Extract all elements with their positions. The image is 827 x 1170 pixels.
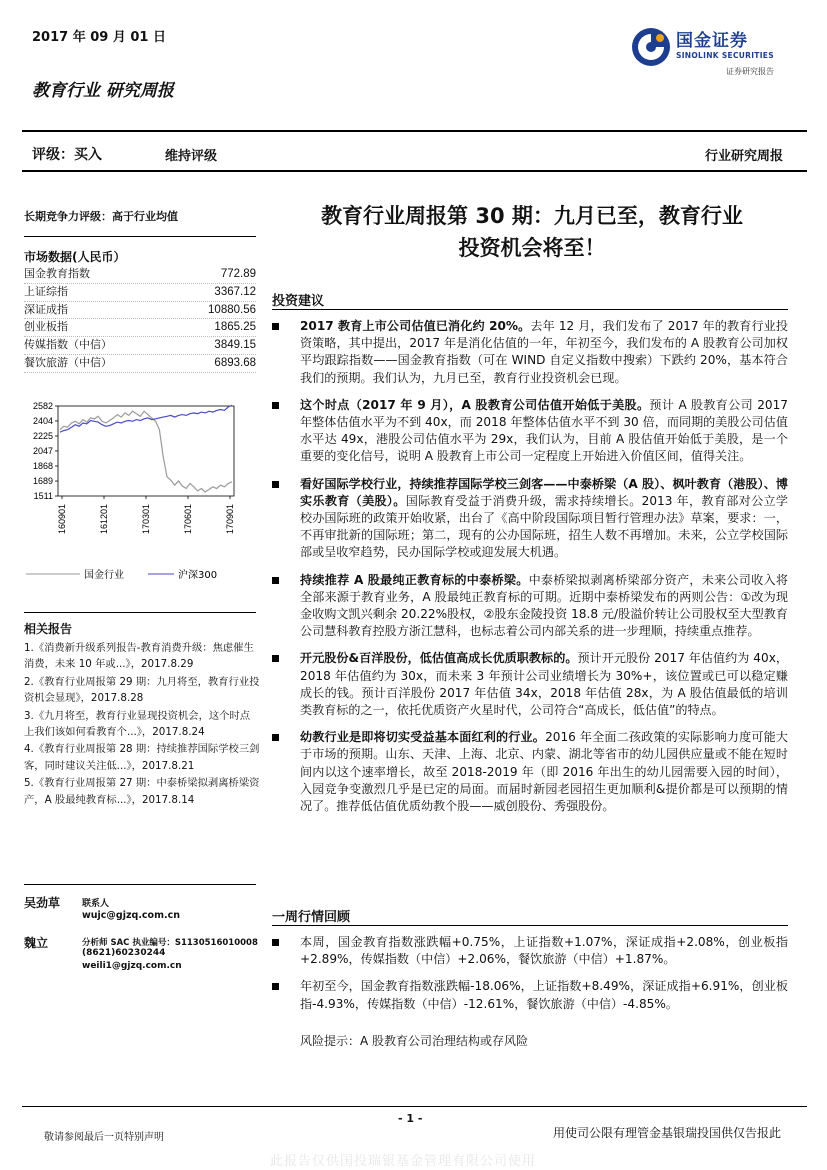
market-label: 餐饮旅游（中信） [24,355,112,369]
market-row [24,355,256,373]
series-line-1 [60,405,232,432]
logo-english-name: SINOLINK SECURITIES [676,51,774,60]
section-divider [272,925,788,926]
advice-headline: 这个时点（2017 年 9 月），A 股教育公司估值开始低于美股。 [300,397,650,412]
y-tick-label: 2047 [32,445,53,456]
footer-notice: 用使司公限有理管金基银瑞投国供仅告报此 [552,1126,781,1140]
section-divider [272,309,788,310]
market-value: 6893.68 [214,356,256,369]
market-data-table [24,266,256,373]
report-category-title: 教育行业 研究周报 [32,81,174,101]
review-item [272,978,788,1012]
disclaimer-note[interactable]: 敬请参阅最后一页特别声明 [44,1132,164,1143]
related-report-item[interactable]: 3.《九月将至，教育行业显现投资机会，这个时点上我们该如何看教育个...》，2017.8.24 [24,709,251,739]
related-report-item[interactable]: 5.《教育行业周报第 27 期：中泰桥梁拟剥离桥梁资产，A 股最纯教育标...》，2017.8.14 [24,777,260,806]
market-row [24,302,256,320]
market-label: 传媒指数（中信） [24,338,112,352]
advice-headline: 幼教行业是即将切实受益基本面红利的行业。 [300,730,546,745]
analyst-role: 分析师 SAC 执业编号：S1130516010008 [82,938,258,948]
section-weekly-review: 一周行情回顾 [272,910,351,925]
logo-chinese-name: 国金证券 [676,31,748,51]
analyst-phone: (8621)60230244 [82,948,166,958]
related-report-item[interactable]: 1.《消费新升级系列报告-教育消费升级：焦虑催生消费，未来 10 年或...》，2017.8.29 [24,642,254,671]
index-comparison-chart [20,396,242,596]
advice-item [272,729,788,815]
x-tick-label: 170301 [141,503,151,534]
legend-label: 国金行业 [84,570,124,581]
analyst-divider [24,884,256,885]
market-row [24,284,256,302]
analyst-name: 魏立 [24,936,49,950]
risk-warning: 风险提示：A 股教育公司治理结构或存风险 [300,1034,529,1048]
market-label: 深证成指 [24,302,68,316]
review-text: 年初至今，国金教育指数涨跌幅-18.06%，上证指数+8.49%，深证成指+6.91%，创业板指-4.93%，传媒指数（中信）-12.61%，餐饮旅游（中信）-4.85%。 [300,979,788,1011]
company-logo [630,24,790,80]
footer-divider [22,1106,807,1107]
report-type: 行业研究周报 [704,149,783,164]
rating: 评级：买入 [32,147,102,163]
long-term-rating: 长期竞争力评级：高于行业均值 [24,210,178,223]
legend-label: 沪深300 [178,570,218,581]
market-value: 772.89 [220,268,256,280]
y-tick-label: 1689 [32,476,53,487]
advice-text: 国际教育受益于消费升级，需求持续增长。2013 年，教育部对公立学校办国际班的政策开始收紧，出台了《高中阶段国际项目暂行管理办法》草案，要求：一，不再审批新的国际班；第二，现有的公办国际班，招生人数不再增加。未来，公立学校国际部或呈收窄趋势，民办国际学校或迎发展大机遇。 [300,493,788,560]
bullet-square-icon [272,655,279,662]
analyst-card [24,934,264,971]
market-value: 10880.56 [208,303,256,316]
related-divider [24,612,256,613]
market-value: 3849.15 [214,339,256,352]
bullet-square-icon [272,481,279,488]
x-tick-label: 161201 [99,503,109,534]
main-title-line: 投资机会将至！ [458,236,606,260]
rating-divider [22,170,807,172]
market-label: 国金教育指数 [24,267,90,280]
review-text: 本周，国金教育指数涨跌幅+0.75%，上证指数+1.07%，深证成指+2.08%，创业板指+2.89%，传媒指数（中信）+2.06%，餐饮旅游（中信）+1.87%。 [300,935,788,967]
section-investment-advice: 投资建议 [272,294,325,309]
advice-text: 中泰桥梁拟剥离桥梁部分资产，未来公司收入将全部来源于教育业务，A 股最纯正教育标的可期。近期中泰桥梁发布的两则公告：①改为现金收购文凯兴剩余 20.22%股权，②股东金陵投资 18.8 元/股溢价转让公司股权至大型教育公司慧科教育控股方浙江慧科，也标志着公司内部关系的进一步理顺，持续重点推荐。 [300,572,788,639]
y-tick-label: 2404 [32,415,53,426]
market-value: 1865.25 [214,321,256,334]
advice-headline: 开元股份&百洋股份，低估值高成长优质职教标的。 [300,651,578,666]
market-row [24,319,256,337]
report-date: 2017 年 09 月 01 日 [32,30,166,45]
related-reports-title: 相关报告 [24,622,73,636]
market-value: 3367.12 [214,285,256,298]
analyst-name: 吴劲草 [24,896,61,910]
bullet-square-icon [272,734,279,741]
advice-item [272,572,788,641]
analyst-email[interactable]: wujc@gjzq.com.cn [82,910,180,921]
related-report-item[interactable]: 4.《教育行业周报第 28 期：持续推荐国际学校三剑客，同时建议关注低...》，2017.8.21 [24,743,260,772]
market-label: 上证综指 [24,284,68,298]
rating-action: 维持评级 [165,149,218,164]
analyst-role: 联系人 [82,899,110,909]
page-number: - 1 - [398,1112,423,1125]
bullet-square-icon [272,323,279,330]
x-tick-label: 160901 [57,503,67,534]
bullet-square-icon [272,402,279,409]
y-tick-label: 1868 [32,461,53,471]
market-row [24,266,256,284]
advice-item [272,397,788,466]
sidebar-divider [24,236,256,237]
advice-list [272,318,788,825]
advice-item [272,318,788,387]
advice-text: 去年 12 月，我们发布了 2017 年的教育行业投资策略，其中提出，2017 年是消化估值的一年，年初至今，我们发布的 A 股教育公司加权平均跟踪指数——国金教育指数（可在 WIND 自定义指数中搜索）下跌约 20%，基本符合我们的预期。我们认为，九月已至，教育行业投资机会已现。 [300,319,789,385]
header-divider [22,130,807,132]
related-reports-list [24,640,260,809]
x-tick-label: 170601 [183,503,193,534]
analyst-card [24,894,264,921]
advice-headline: 持续推荐 A 股最纯正教育标的中泰桥梁。 [300,572,529,587]
bullet-square-icon [272,577,279,584]
bullet-square-icon [272,939,279,946]
advice-text: 预计开元股份 2017 年估值约为 40x，2018 年估值约为 30x，而未来 3 年预计公司业绩增长为 30%+，该位置或已可以稳定赚成长的钱。预计百洋股份 2017 年估值 34x，2018 年估值 28x，为 A 股估值最低的培训类教育标的之一，依托优质资产火星时代，公司符合“高成长，低估值”的特点。 [300,651,788,718]
advice-text: 预计 A 股教育公司 2017 年整体估值水平为不到 40x，而 2018 年整体估值水平不到 30 倍，而同期的美股公司估值水平达 49x，港股公司估值水平为 29x，我们认为，目前 A 股估值开始低于美股，是一个重要的变化信号，说明 A 股教育上市公司一定程度上开始进入价值区间，值得关注。 [300,397,788,464]
market-data-title: 市场数据(人民币） [24,250,126,264]
review-list [272,934,788,1023]
chart-plot-frame [58,406,234,496]
market-row [24,337,256,355]
bullet-square-icon [272,983,279,990]
logo-subtitle: 证券研究报告 [726,67,774,76]
advice-item [272,650,788,719]
related-report-item[interactable]: 2.《教育行业周报第 29 期：九月将至，教育行业投资机会显现》，2017.8.28 [24,675,260,705]
advice-item [272,476,788,562]
x-tick-label: 170901 [225,503,235,534]
advice-text: 2016 年全面二孩政策的实际影响力度可能大于市场的预期。山东、天津、上海、北京、内蒙、湖北等省市的幼儿园供应量或不能在短时间内以这个速率增长，故至 2018-2019 年（即 2016 年出生的幼儿园需要入园的时间），入园竞争变激烈几乎是已定的局面。而届时新园老园招生更加顺利&提价都是可以预期的情况了。推荐低估值优质幼教个股——威创股份、秀强股份。 [300,730,788,814]
sinolink-logo-icon [630,26,672,68]
watermark: 此报告仅供国投瑞银基金管理有限公司使用 [270,1154,537,1169]
analyst-email[interactable]: weili1@gjzq.com.cn [82,961,182,971]
y-tick-label: 1511 [33,491,53,501]
review-item [272,934,788,968]
y-tick-label: 2225 [32,431,53,441]
main-title-line: 教育行业周报第 30 期：九月已至，教育行业 [321,204,743,228]
advice-headline: 看好国际学校行业，持续推荐国际学校三剑客——中泰桥梁（A 股）、枫叶教育（港股）、博实乐教育（美股）。 [300,476,788,508]
advice-headline: 2017 教育上市公司估值已消化约 20%。 [300,319,531,333]
market-label: 创业板指 [24,320,68,334]
main-title [262,200,802,264]
y-tick-label: 2582 [32,401,53,411]
